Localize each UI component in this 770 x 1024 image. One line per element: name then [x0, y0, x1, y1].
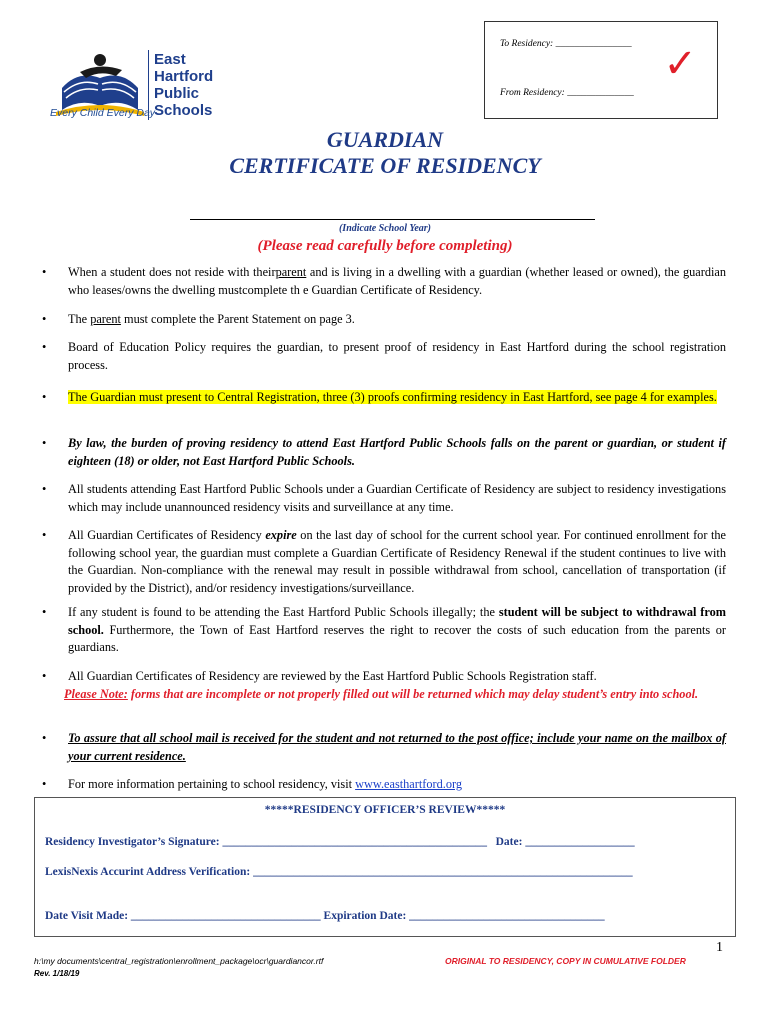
lexisnexis-label: LexisNexis Accurint Address Verification:: [45, 866, 254, 878]
please-note-label: Please Note:: [64, 686, 128, 701]
bullet-underlined-word: parent: [90, 312, 121, 326]
please-note: [64, 686, 726, 704]
logo-word-east: East: [154, 51, 186, 68]
date-line: ___________________: [525, 836, 635, 848]
please-note-text: forms that are incomplete or not properly filled out will be returned which may delay student’s entry into school.: [127, 686, 699, 701]
bullet-text: For more information pertaining to school residency, visit: [68, 777, 356, 791]
logo-word-schools: Schools: [154, 102, 213, 119]
bullet-icon: •: [42, 731, 47, 745]
bullet-text: The: [68, 312, 91, 326]
title-guardian: GUARDIAN: [326, 127, 444, 152]
footer-file-path: h:\my documents\central_registration\enrollment_package\ocr\guardiancor.rtf: [34, 956, 324, 966]
bullet-text: on the last day of school for the current school year. For continued enrollment for the following school year, the guardian must complete a Guardian Certificate of Residency Renewal if the student continues to live with the Guardian. Non-compliance with the renewal may result in possible withdrawal from school, cancellation of transportation (if provided by the District), and/or residency investigations/surveillance.: [68, 528, 726, 595]
bullet-icon: •: [42, 528, 47, 542]
bullet-text: and is living in a dwelling with a guardian (whether leased or owned), the guardian who leases/owns the dwelling mustcomplete th e Guardian Certificate of Residency.: [68, 265, 727, 297]
bullet-text: All students attending East Hartford Public Schools under a Guardian Certificate of Residency are subject to residency investigations which may include unannounced residency visits and surveillance at any time.: [68, 482, 726, 514]
bullet-text: To assure that all school mail is received for the student and not returned to the post office; include your name on the mailbox of your current residence.: [68, 731, 726, 763]
bullet-icon: •: [42, 340, 47, 354]
footer-distribution-note: ORIGINAL TO RESIDENCY, COPY IN CUMULATIVE FOLDER: [445, 956, 686, 966]
bullet-icon: •: [42, 436, 47, 450]
bullet-underlined-word: parent: [275, 265, 307, 279]
list-item: [42, 776, 726, 794]
school-year-input-line[interactable]: [190, 219, 595, 220]
bullet-icon: •: [42, 669, 47, 683]
list-item: [42, 668, 726, 703]
title-certificate: CERTIFICATE OF RESIDENCY: [229, 153, 541, 178]
bullet-text: Board of Education Policy requires the guardian, to present proof of residency in East Hartford during the school registration process.: [68, 340, 726, 372]
visit-expiration-field[interactable]: [45, 910, 605, 922]
to-residency-line: ________________: [555, 39, 632, 49]
date-visit-label: Date Visit Made:: [45, 910, 131, 922]
from-residency-line: ______________: [567, 88, 634, 98]
page-number: 1: [716, 940, 723, 955]
bullet-text: must complete the Parent Statement on page 3.: [120, 312, 355, 326]
bullet-icon: •: [42, 312, 47, 326]
date-visit-line: _________________________________: [130, 910, 321, 922]
bullet-icon: •: [42, 482, 47, 496]
list-item: [42, 604, 726, 657]
bullet-icon: •: [42, 390, 47, 404]
from-residency-label: From Residency:: [500, 88, 565, 98]
bullet-emphasis: expire: [265, 528, 297, 542]
signature-line: ______________________________________________: [222, 836, 487, 848]
residency-officer-review-box: [34, 797, 736, 937]
logo-word-public: Public: [154, 85, 200, 102]
to-residency-label: To Residency:: [500, 39, 554, 49]
checkmark-icon: ✓: [663, 41, 697, 87]
signature-label: Residency Investigator’s Signature:: [45, 836, 223, 848]
bullet-icon: •: [42, 605, 47, 619]
bullet-text: Furthermore, the Town of East Hartford reserves the right to recover the costs of such education from the parents or guardians.: [68, 622, 726, 654]
list-item: [42, 339, 726, 374]
bullet-icon: •: [42, 265, 47, 279]
list-item: [42, 481, 726, 516]
investigator-signature-field[interactable]: [45, 836, 635, 848]
expiration-date-label: Expiration Date:: [320, 910, 410, 922]
bullet-text: If any student is found to be attending the East Hartford Public Schools illegally; the: [68, 605, 499, 619]
bullet-text: By law, the burden of proving residency to attend East Hartford Public Schools falls on the parent or guardian, or student if eighteen (18) or older, not East Hartford Public Schools.: [68, 436, 726, 468]
bullet-highlighted-text: The Guardian must present to Central Registration, three (3) proofs confirming residency in East Hartford, see page 4 for examples.: [68, 390, 717, 404]
list-item: [42, 435, 726, 470]
please-read-notice: (Please read carefully before completing): [257, 238, 513, 254]
bullet-icon: •: [42, 777, 47, 791]
logo-tagline: Every Child Every Day: [50, 107, 156, 119]
from-residency-field[interactable]: [500, 88, 634, 98]
lexisnexis-verification-field[interactable]: [45, 866, 633, 878]
footer-revision: Rev. 1/18/19: [34, 969, 80, 978]
east-hartford-website-link[interactable]: www.easthartford.org: [355, 777, 462, 791]
bullet-text: All Guardian Certificates of Residency are reviewed by the East Hartford Public Schools Registration staff.: [68, 669, 597, 683]
list-item: [42, 264, 726, 299]
expiration-date-line: __________________________________: [409, 910, 605, 922]
residency-transfer-box: [484, 21, 718, 119]
list-item: [42, 311, 726, 329]
list-item: [42, 389, 726, 407]
lexisnexis-line: __________________________________________________________________: [253, 866, 633, 878]
bullet-text: All Guardian Certificates of Residency: [68, 528, 266, 542]
logo-word-hartford: Hartford: [154, 68, 214, 85]
list-item: [42, 527, 726, 597]
review-title: *****RESIDENCY OFFICER’S REVIEW*****: [264, 804, 506, 816]
bullet-text: When a student does not reside with their: [68, 265, 276, 279]
school-year-label: (Indicate School Year): [338, 223, 432, 234]
list-item: [42, 730, 726, 765]
to-residency-field[interactable]: [500, 39, 632, 49]
bullet-emphasis: student will be subject to withdrawal from school.: [68, 605, 726, 637]
date-label: Date:: [495, 836, 526, 848]
